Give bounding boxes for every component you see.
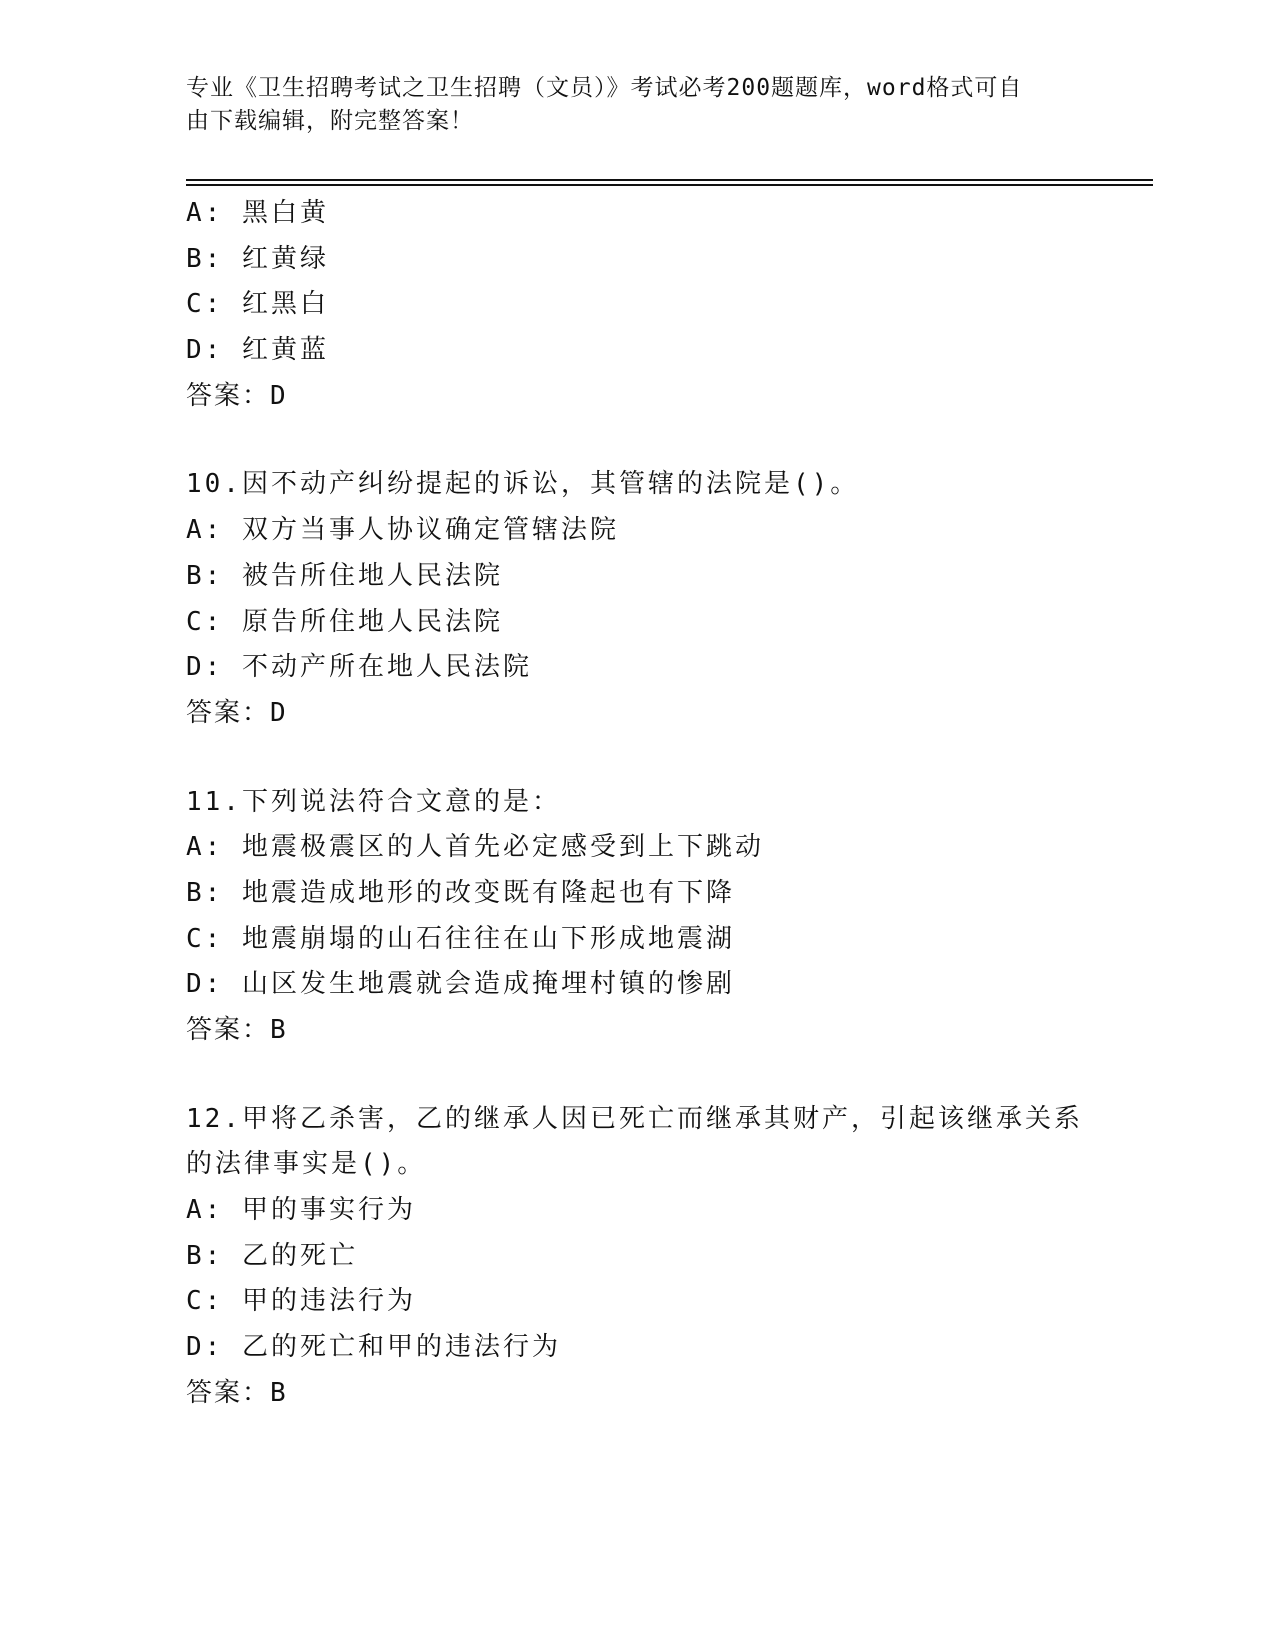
header-rule-bottom [186,184,1153,186]
option-a: A: 甲的事实行为 [186,1195,416,1226]
spacer [186,1054,1086,1097]
question-stem-line-2: 的法律事实是()。 [186,1149,427,1180]
question-stem-line-1: 12.甲将乙杀害，乙的继承人因已死亡而继承其财产，引起该继承关系 [186,1103,1083,1134]
answer: 答案：B [186,1015,288,1045]
question-stem: 10.因不动产纠纷提起的诉讼，其管辖的法院是()。 [186,469,860,500]
answer: 答案：D [186,697,288,728]
option-d: D: 乙的死亡和甲的违法行为 [186,1332,561,1363]
option-a: A: 双方当事人协议确定管辖法院 [186,515,619,546]
answer: 答案：B [186,1377,288,1408]
header-line-1: 专业《卫生招聘考试之卫生招聘（文员）》考试必考200题题库，word格式可自 [186,75,1023,101]
option-b: B: 红黄绿 [186,243,329,274]
header-rule-top [186,179,1153,181]
header-line-2: 由下载编辑，附完整答案！ [186,108,474,134]
spacer [186,419,1086,462]
option-b: B: 地震造成地形的改变既有隆起也有下降 [186,877,735,908]
question-9 [186,191,1086,419]
option-c: C: 地震崩塌的山石往往在山下形成地震湖 [186,923,735,954]
option-d: D: 红黄蓝 [186,335,329,366]
question-stem: 11.下列说法符合文意的是： [186,786,561,817]
question-list [186,191,1086,1417]
spacer [186,737,1086,780]
question-12 [186,1097,1086,1417]
option-b: B: 乙的死亡 [186,1240,358,1271]
question-10 [186,462,1086,736]
option-a: A: 地震极震区的人首先必定感受到上下跳动 [186,832,764,863]
option-b: B: 被告所住地人民法院 [186,560,503,591]
option-c: C: 原告所住地人民法院 [186,606,503,637]
answer: 答案：D [186,380,288,411]
option-d: D: 不动产所在地人民法院 [186,652,532,683]
document-header [186,72,1066,138]
option-d: D: 山区发生地震就会造成掩埋村镇的惨剧 [186,969,735,1000]
option-a: A: 黑白黄 [186,198,329,228]
option-c: C: 甲的违法行为 [186,1286,416,1317]
option-c: C: 红黑白 [186,289,329,320]
question-11 [186,780,1086,1054]
